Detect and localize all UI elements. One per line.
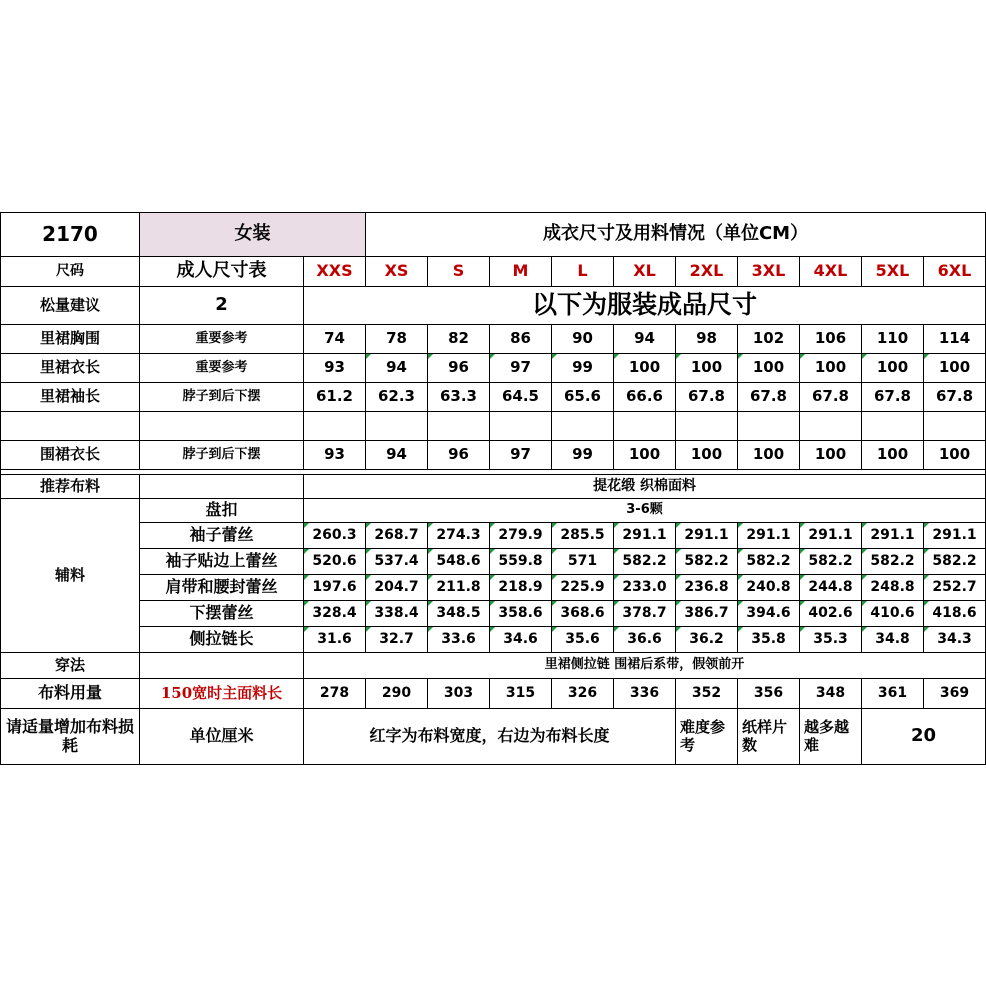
accessory-cell: 36.6 [614, 627, 676, 653]
measurement-cell: 96 [428, 354, 490, 383]
accessory-cell: 204.7 [366, 575, 428, 601]
measurement-cell: 94 [614, 325, 676, 354]
accessory-cell: 348.5 [428, 601, 490, 627]
accessory-cell: 233.0 [614, 575, 676, 601]
accessory-cell: 244.8 [800, 575, 862, 601]
measurement-cell: 67.8 [924, 383, 986, 412]
usage-cell: 315 [490, 679, 552, 709]
accessory-cell: 32.7 [366, 627, 428, 653]
size-label: 尺码 [1, 257, 140, 287]
measurement-cell: 66.6 [614, 383, 676, 412]
measurement-cell: 99 [552, 354, 614, 383]
measurement-cell: 67.8 [862, 383, 924, 412]
measurement-cell: 82 [428, 325, 490, 354]
size-cell: 4XL [800, 257, 862, 287]
accessory-cell: 218.9 [490, 575, 552, 601]
sheet-title: 成衣尺寸及用料情况（单位CM） [366, 213, 986, 257]
accessory-row [1, 523, 986, 549]
accessory-cell: 197.6 [304, 575, 366, 601]
empty-cell [140, 475, 304, 499]
apron-cell: 100 [676, 441, 738, 470]
measurement-cell: 98 [676, 325, 738, 354]
accessory-cell: 248.8 [862, 575, 924, 601]
accessory-item-label: 侧拉链长 [140, 627, 304, 653]
usage-cell: 361 [862, 679, 924, 709]
accessory-cell: 291.1 [800, 523, 862, 549]
apron-cell: 100 [862, 441, 924, 470]
measurement-cell: 78 [366, 325, 428, 354]
accessory-cell: 548.6 [428, 549, 490, 575]
empty-cell [428, 412, 490, 441]
accessory-cell: 274.3 [428, 523, 490, 549]
accessory-item-value: 3-6颗 [304, 499, 986, 523]
accessory-cell: 35.3 [800, 627, 862, 653]
accessory-cell: 291.1 [862, 523, 924, 549]
category-label: 女装 [140, 213, 366, 257]
measurement-cell: 100 [800, 354, 862, 383]
accessory-cell: 34.8 [862, 627, 924, 653]
accessory-cell: 31.6 [304, 627, 366, 653]
usage-cell: 356 [738, 679, 800, 709]
size-cell: S [428, 257, 490, 287]
accessory-row [1, 499, 986, 523]
accessory-cell: 559.8 [490, 549, 552, 575]
accessory-cell: 582.2 [614, 549, 676, 575]
unit-note: 单位厘米 [140, 709, 304, 765]
measurement-row [1, 354, 986, 383]
empty-cell [552, 412, 614, 441]
accessory-cell: 260.3 [304, 523, 366, 549]
usage-cell: 303 [428, 679, 490, 709]
empty-cell [862, 412, 924, 441]
apron-cell: 100 [924, 441, 986, 470]
apron-cell: 97 [490, 441, 552, 470]
empty-cell [140, 653, 304, 679]
measurement-label: 里裙袖长 [1, 383, 140, 412]
accessory-cell: 33.6 [428, 627, 490, 653]
measurement-row [1, 325, 986, 354]
accessory-cell: 582.2 [924, 549, 986, 575]
measurement-cell: 93 [304, 354, 366, 383]
measurement-cell: 97 [490, 354, 552, 383]
apron-row [1, 441, 986, 470]
measurement-cell: 64.5 [490, 383, 552, 412]
accessory-cell: 35.6 [552, 627, 614, 653]
accessory-cell: 582.2 [862, 549, 924, 575]
accessory-cell: 291.1 [676, 523, 738, 549]
measurement-cell: 63.3 [428, 383, 490, 412]
empty-cell [490, 412, 552, 441]
size-cell: 2XL [676, 257, 738, 287]
accessory-cell: 338.4 [366, 601, 428, 627]
measurement-cell: 100 [738, 354, 800, 383]
accessory-cell: 368.6 [552, 601, 614, 627]
empty-cell [140, 412, 304, 441]
measurement-cell: 67.8 [676, 383, 738, 412]
accessory-cell: 520.6 [304, 549, 366, 575]
measurement-cell: 62.3 [366, 383, 428, 412]
accessory-cell: 582.2 [676, 549, 738, 575]
fabric-loss-note: 请适量增加布料损耗 [1, 709, 140, 765]
usage-cell: 336 [614, 679, 676, 709]
accessory-cell: 410.6 [862, 601, 924, 627]
accessory-item-label: 袖子贴边上蕾丝 [140, 549, 304, 575]
accessory-cell: 537.4 [366, 549, 428, 575]
accessory-cell: 34.6 [490, 627, 552, 653]
wear-value: 里裙侧拉链 围裙后系带，假领前开 [304, 653, 986, 679]
accessory-item-label: 下摆蕾丝 [140, 601, 304, 627]
finished-size-note: 以下为服装成品尺寸 [304, 287, 986, 325]
footer-row [1, 709, 986, 765]
accessory-row [1, 627, 986, 653]
measurement-cell: 114 [924, 325, 986, 354]
empty-row [1, 412, 986, 441]
measurement-cell: 67.8 [738, 383, 800, 412]
pattern-count-value: 20 [862, 709, 986, 765]
apron-cell: 94 [366, 441, 428, 470]
measurement-cell: 90 [552, 325, 614, 354]
measurement-cell: 86 [490, 325, 552, 354]
size-table [0, 212, 986, 765]
color-legend-note: 红字为布料宽度，右边为布料长度 [304, 709, 676, 765]
accessory-cell: 582.2 [738, 549, 800, 575]
ease-row [1, 287, 986, 325]
usage-cell: 352 [676, 679, 738, 709]
accessory-cell: 386.7 [676, 601, 738, 627]
measurement-cell: 67.8 [800, 383, 862, 412]
size-cell: XL [614, 257, 676, 287]
accessory-cell: 236.8 [676, 575, 738, 601]
usage-cell: 326 [552, 679, 614, 709]
difficulty-label: 难度参考 [676, 709, 738, 765]
accessory-cell: 291.1 [924, 523, 986, 549]
usage-cell: 348 [800, 679, 862, 709]
measurement-cell: 106 [800, 325, 862, 354]
fabric-row [1, 475, 986, 499]
measurement-ref: 重要参考 [140, 354, 304, 383]
measurement-cell: 102 [738, 325, 800, 354]
accessory-cell: 328.4 [304, 601, 366, 627]
accessory-cell: 35.8 [738, 627, 800, 653]
accessory-cell: 378.7 [614, 601, 676, 627]
more-harder-label: 越多越难 [800, 709, 862, 765]
measurement-cell: 61.2 [304, 383, 366, 412]
accessory-cell: 358.6 [490, 601, 552, 627]
measurement-cell: 65.6 [552, 383, 614, 412]
size-cell: XS [366, 257, 428, 287]
apron-label: 围裙衣长 [1, 441, 140, 470]
empty-cell [738, 412, 800, 441]
size-cell: 3XL [738, 257, 800, 287]
size-cell: 6XL [924, 257, 986, 287]
usage-cell: 369 [924, 679, 986, 709]
empty-cell [924, 412, 986, 441]
accessory-cell: 268.7 [366, 523, 428, 549]
usage-label: 布料用量 [1, 679, 140, 709]
apron-cell: 100 [614, 441, 676, 470]
usage-cell: 290 [366, 679, 428, 709]
measurement-cell: 100 [924, 354, 986, 383]
measurement-cell: 94 [366, 354, 428, 383]
measurement-label: 里裙衣长 [1, 354, 140, 383]
apron-ref: 脖子到后下摆 [140, 441, 304, 470]
usage-cell: 278 [304, 679, 366, 709]
measurement-row [1, 383, 986, 412]
accessory-cell: 394.6 [738, 601, 800, 627]
accessory-item-label: 肩带和腰封蕾丝 [140, 575, 304, 601]
apron-cell: 100 [738, 441, 800, 470]
apron-cell: 96 [428, 441, 490, 470]
style-code: 2170 [1, 213, 140, 257]
usage-row [1, 679, 986, 709]
fabric-width-note: 150宽时主面料长 [140, 679, 304, 709]
accessory-cell: 225.9 [552, 575, 614, 601]
header-row [1, 213, 986, 257]
wear-row [1, 653, 986, 679]
wear-label: 穿法 [1, 653, 140, 679]
fabric-value: 提花缎 织棉面料 [304, 475, 986, 499]
empty-cell [800, 412, 862, 441]
empty-cell [614, 412, 676, 441]
measurement-ref: 重要参考 [140, 325, 304, 354]
apron-cell: 99 [552, 441, 614, 470]
size-cell: XXS [304, 257, 366, 287]
accessories-label: 辅料 [1, 499, 140, 653]
empty-cell [676, 412, 738, 441]
measurement-label: 里裙胸围 [1, 325, 140, 354]
measurement-cell: 110 [862, 325, 924, 354]
accessory-cell: 36.2 [676, 627, 738, 653]
accessory-cell: 211.8 [428, 575, 490, 601]
measurement-cell: 100 [614, 354, 676, 383]
apron-cell: 100 [800, 441, 862, 470]
measurement-cell: 100 [862, 354, 924, 383]
measurement-cell: 74 [304, 325, 366, 354]
empty-cell [366, 412, 428, 441]
size-cell: L [552, 257, 614, 287]
measurement-cell: 100 [676, 354, 738, 383]
accessory-item-label: 袖子蕾丝 [140, 523, 304, 549]
accessory-cell: 582.2 [800, 549, 862, 575]
accessory-cell: 571 [552, 549, 614, 575]
measurement-ref: 脖子到后下摆 [140, 383, 304, 412]
accessory-item-label: 盘扣 [140, 499, 304, 523]
accessory-cell: 291.1 [738, 523, 800, 549]
ease-label: 松量建议 [1, 287, 140, 325]
accessory-cell: 279.9 [490, 523, 552, 549]
size-cell: 5XL [862, 257, 924, 287]
empty-cell [304, 412, 366, 441]
size-spec-sheet [0, 212, 986, 765]
accessory-row [1, 549, 986, 575]
accessory-cell: 252.7 [924, 575, 986, 601]
pattern-count-label: 纸样片数 [738, 709, 800, 765]
accessory-cell: 285.5 [552, 523, 614, 549]
accessory-cell: 34.3 [924, 627, 986, 653]
accessory-cell: 418.6 [924, 601, 986, 627]
ease-value: 2 [140, 287, 304, 325]
apron-cell: 93 [304, 441, 366, 470]
accessory-cell: 291.1 [614, 523, 676, 549]
accessory-row [1, 601, 986, 627]
accessory-cell: 402.6 [800, 601, 862, 627]
size-table-name: 成人尺寸表 [140, 257, 304, 287]
size-cell: M [490, 257, 552, 287]
size-row [1, 257, 986, 287]
fabric-label: 推荐布料 [1, 475, 140, 499]
empty-cell [1, 412, 140, 441]
accessory-row [1, 575, 986, 601]
accessory-cell: 240.8 [738, 575, 800, 601]
